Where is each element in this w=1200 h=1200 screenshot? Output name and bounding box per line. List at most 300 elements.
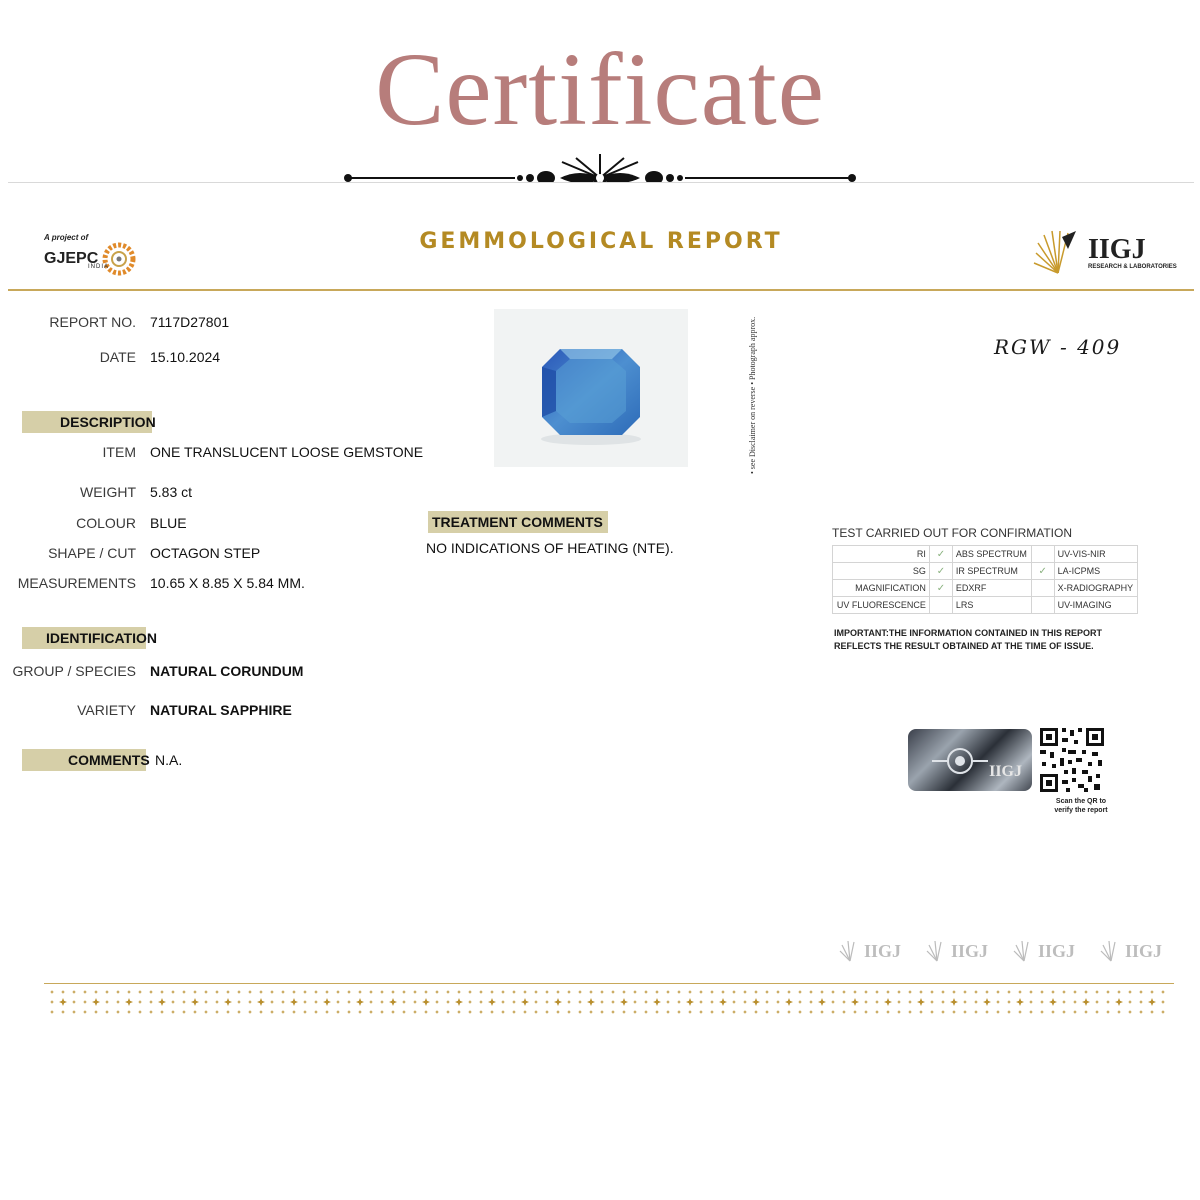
star-icon [611, 1010, 615, 1014]
star-icon [983, 998, 991, 1006]
hologram-text: IIGJ [989, 763, 1022, 780]
star-icon [1016, 998, 1024, 1006]
measurements-label: MEASUREMENTS [17, 575, 136, 591]
star-icon [600, 1000, 604, 1004]
measurements-value: 10.65 X 8.85 X 5.84 MM. [150, 575, 305, 591]
star-icon [435, 1010, 439, 1014]
star-icon [534, 1010, 538, 1014]
shape-label: SHAPE / CUT [48, 545, 136, 561]
footer-rule [44, 983, 1174, 984]
star-icon [809, 1000, 813, 1004]
star-icon [776, 1000, 780, 1004]
star-icon [567, 1000, 571, 1004]
star-icon [160, 1010, 164, 1014]
star-icon [1007, 990, 1011, 994]
star-icon [204, 1000, 208, 1004]
star-icon [468, 1000, 472, 1004]
star-icon [950, 998, 958, 1006]
star-icon [50, 1000, 54, 1004]
star-icon [587, 998, 595, 1006]
variety-value: NATURAL SAPPHIRE [150, 702, 292, 718]
star-icon [336, 990, 340, 994]
check-icon [929, 597, 952, 614]
star-icon [149, 1010, 153, 1014]
star-icon [303, 1000, 307, 1004]
star-icon [985, 990, 989, 994]
star-icon [479, 990, 483, 994]
star-icon [292, 1010, 296, 1014]
star-icon [446, 1010, 450, 1014]
test-name: UV-IMAGING [1054, 597, 1137, 614]
star-icon [92, 998, 100, 1006]
star-icon [402, 1010, 406, 1014]
qr-caption [1038, 797, 1124, 815]
star-icon [1018, 990, 1022, 994]
star-icon [259, 990, 263, 994]
star-icon [710, 990, 714, 994]
star-icon [193, 1010, 197, 1014]
star-icon [490, 1010, 494, 1014]
gjepc-country: INDIA [88, 264, 110, 270]
star-icon [391, 1010, 395, 1014]
star-icon [281, 1000, 285, 1004]
test-name: MAGNIFICATION [833, 580, 930, 597]
star-icon [61, 1010, 65, 1014]
iigj-starburst-icon [1032, 227, 1084, 279]
star-icon [578, 1010, 582, 1014]
star-icon [556, 1010, 560, 1014]
watermark-logo [1099, 939, 1162, 963]
star-icon [831, 1010, 835, 1014]
star-icon [1029, 990, 1033, 994]
star-icon [281, 990, 285, 994]
star-icon [875, 1010, 879, 1014]
star-icon [818, 998, 826, 1006]
item-value: ONE TRANSLUCENT LOOSE GEMSTONE [150, 444, 424, 460]
star-icon [336, 1010, 340, 1014]
star-icon [402, 1000, 406, 1004]
test-name: LRS [952, 597, 1031, 614]
star-icon [721, 990, 725, 994]
star-icon [380, 990, 384, 994]
star-icon [974, 1010, 978, 1014]
test-name: EDXRF [952, 580, 1031, 597]
star-icon [369, 1000, 373, 1004]
star-icon [776, 1010, 780, 1014]
important-label: IMPORTANT: [834, 628, 889, 638]
star-icon [765, 1010, 769, 1014]
star-icon [941, 1010, 945, 1014]
star-icon [809, 1010, 813, 1014]
star-icon [116, 1010, 120, 1014]
star-icon [1148, 998, 1156, 1006]
star-icon [611, 990, 615, 994]
star-icon [1073, 990, 1077, 994]
star-icon [666, 1000, 670, 1004]
star-icon [974, 1000, 978, 1004]
star-icon [105, 1010, 109, 1014]
star-icon [1073, 1000, 1077, 1004]
star-icon [644, 1010, 648, 1014]
identification-heading: IDENTIFICATION [22, 627, 146, 649]
star-icon [875, 1000, 879, 1004]
star-icon [534, 990, 538, 994]
star-icon [1117, 1010, 1121, 1014]
star-icon [501, 1000, 505, 1004]
star-icon [952, 990, 956, 994]
comments-heading: COMMENTS [22, 749, 146, 771]
star-icon [468, 1010, 472, 1014]
star-icon [743, 990, 747, 994]
star-icon [831, 1000, 835, 1004]
star-icon [545, 990, 549, 994]
qr-caption-line-1: Scan the QR to [1055, 798, 1107, 805]
star-icon [853, 1010, 857, 1014]
star-icon [59, 998, 67, 1006]
star-icon [941, 990, 945, 994]
handwritten-note: RGW - 409 [994, 335, 1122, 359]
star-icon [1106, 990, 1110, 994]
test-name: ABS SPECTRUM [952, 546, 1031, 563]
test-name: UV-VIS-NIR [1054, 546, 1137, 563]
iigj-name: IIGJ [1088, 234, 1146, 265]
star-icon [182, 990, 186, 994]
star-icon [941, 1000, 945, 1004]
star-icon [589, 990, 593, 994]
star-icon [666, 990, 670, 994]
star-icon [884, 998, 892, 1006]
watermark-logo [1012, 939, 1075, 963]
check-icon: ✓ [929, 580, 952, 597]
star-icon [105, 990, 109, 994]
star-icon [633, 1010, 637, 1014]
star-icon [963, 1010, 967, 1014]
star-icon [897, 1010, 901, 1014]
star-icon [193, 990, 197, 994]
check-icon [1031, 580, 1054, 597]
star-icon [1150, 1010, 1154, 1014]
footer-star-border [44, 987, 1174, 1019]
star-icon [1161, 1000, 1165, 1004]
star-icon [600, 990, 604, 994]
report-no-label: REPORT NO. [49, 314, 136, 330]
star-icon [1082, 998, 1090, 1006]
star-icon [996, 990, 1000, 994]
star-icon [50, 1010, 54, 1014]
star-icon [72, 1000, 76, 1004]
star-icon [204, 990, 208, 994]
test-row [833, 597, 1138, 614]
star-icon [347, 1000, 351, 1004]
test-name: UV FLUORESCENCE [833, 597, 930, 614]
star-icon [963, 990, 967, 994]
watermark-starburst-icon [925, 939, 949, 963]
star-icon [1007, 1000, 1011, 1004]
star-icon [61, 990, 65, 994]
star-icon [886, 990, 890, 994]
star-icon [358, 990, 362, 994]
group-value: NATURAL CORUNDUM [150, 663, 304, 679]
watermark-logo [925, 939, 988, 963]
star-icon [930, 1010, 934, 1014]
star-icon [270, 990, 274, 994]
star-icon [842, 1010, 846, 1014]
star-icon [160, 990, 164, 994]
star-icon [677, 990, 681, 994]
star-icon [215, 1010, 219, 1014]
star-icon [325, 1010, 329, 1014]
star-icon [72, 990, 76, 994]
watermark-text: IIGJ [1125, 940, 1163, 961]
star-icon [875, 990, 879, 994]
star-icon [653, 998, 661, 1006]
star-icon [1029, 1000, 1033, 1004]
star-icon [820, 1010, 824, 1014]
tests-table [832, 545, 1138, 614]
star-icon [578, 1000, 582, 1004]
star-icon [776, 990, 780, 994]
star-icon [699, 990, 703, 994]
check-icon: ✓ [929, 546, 952, 563]
star-icon [798, 1000, 802, 1004]
star-icon [457, 1010, 461, 1014]
star-icon [455, 998, 463, 1006]
star-icon [270, 1000, 274, 1004]
star-icon [578, 990, 582, 994]
star-icon [248, 990, 252, 994]
star-icon [897, 1000, 901, 1004]
star-icon [468, 990, 472, 994]
star-icon [257, 998, 265, 1006]
star-icon [732, 990, 736, 994]
star-icon [677, 1010, 681, 1014]
star-icon [743, 1000, 747, 1004]
star-icon [413, 1000, 417, 1004]
star-icon [1084, 1010, 1088, 1014]
iigj-logo [1032, 227, 1177, 279]
star-icon [1029, 1010, 1033, 1014]
star-icon [512, 1010, 516, 1014]
star-icon [402, 990, 406, 994]
gjepc-tagline: A project of [44, 233, 89, 242]
star-icon [930, 990, 934, 994]
star-icon [798, 990, 802, 994]
star-icon [721, 1010, 725, 1014]
watermark-text: IIGJ [1038, 940, 1076, 961]
star-icon [917, 998, 925, 1006]
test-name: IR SPECTRUM [952, 563, 1031, 580]
star-icon [125, 998, 133, 1006]
star-icon [897, 990, 901, 994]
star-icon [710, 1010, 714, 1014]
star-icon [622, 990, 626, 994]
star-icon [556, 990, 560, 994]
security-hologram [908, 729, 1032, 791]
star-icon [886, 1010, 890, 1014]
star-icon [1062, 990, 1066, 994]
star-icon [853, 990, 857, 994]
star-icon [633, 990, 637, 994]
star-icon [1040, 1000, 1044, 1004]
star-icon [754, 990, 758, 994]
star-icon [1161, 1010, 1165, 1014]
star-icon [1051, 1010, 1055, 1014]
certificate-heading: Certificate [375, 32, 825, 147]
star-icon [149, 990, 153, 994]
header-rule [8, 289, 1194, 291]
star-icon [1128, 1010, 1132, 1014]
qr-caption-line-2: verify the report [1054, 807, 1108, 814]
star-icon [380, 1000, 384, 1004]
star-icon [323, 998, 331, 1006]
star-icon [743, 1010, 747, 1014]
iigj-subtitle: RESEARCH & LABORATORIES [1088, 264, 1177, 270]
variety-label: VARIETY [77, 702, 136, 718]
star-icon [248, 1010, 252, 1014]
star-icon [1073, 1010, 1077, 1014]
report-title: GEMMOLOGICAL REPORT [419, 229, 783, 254]
test-row [833, 580, 1138, 597]
star-icon [567, 990, 571, 994]
star-icon [545, 1010, 549, 1014]
star-icon [1139, 1010, 1143, 1014]
star-icon [666, 1010, 670, 1014]
star-icon [191, 998, 199, 1006]
star-icon [622, 1010, 626, 1014]
star-icon [512, 1000, 516, 1004]
star-icon [620, 998, 628, 1006]
star-icon [94, 990, 98, 994]
star-icon [171, 990, 175, 994]
star-icon [435, 990, 439, 994]
star-icon [1150, 990, 1154, 994]
star-icon [158, 998, 166, 1006]
star-icon [1007, 1010, 1011, 1014]
verify-qr-code[interactable] [1038, 726, 1106, 794]
star-icon [521, 998, 529, 1006]
star-icon [1062, 1010, 1066, 1014]
star-icon [554, 998, 562, 1006]
star-icon [138, 990, 142, 994]
star-icon [1161, 990, 1165, 994]
star-icon [490, 990, 494, 994]
star-icon [138, 1000, 142, 1004]
star-icon [567, 1010, 571, 1014]
sapphire-image [494, 309, 688, 467]
star-icon [820, 990, 824, 994]
star-icon [1115, 998, 1123, 1006]
star-icon [719, 998, 727, 1006]
test-name: LA-ICPMS [1054, 563, 1137, 580]
star-icon [644, 1000, 648, 1004]
star-icon [171, 1000, 175, 1004]
important-text: THE INFORMATION CONTAINED IN THIS REPORT REFLECTS THE RESULT OBTAINED AT THE TIME OF ISSUE. [834, 628, 1102, 651]
star-icon [369, 1010, 373, 1014]
star-icon [1040, 1010, 1044, 1014]
star-icon [930, 1000, 934, 1004]
star-icon [204, 1010, 208, 1014]
star-icon [303, 990, 307, 994]
star-icon [1106, 1010, 1110, 1014]
star-icon [1018, 1010, 1022, 1014]
star-icon [94, 1010, 98, 1014]
star-icon [424, 990, 428, 994]
star-icon [996, 1010, 1000, 1014]
star-icon [314, 1000, 318, 1004]
star-icon [1106, 1000, 1110, 1004]
star-icon [237, 1000, 241, 1004]
star-icon [182, 1000, 186, 1004]
star-icon [787, 990, 791, 994]
star-icon [1095, 1000, 1099, 1004]
star-icon [435, 1000, 439, 1004]
star-icon [314, 1010, 318, 1014]
star-icon [985, 1010, 989, 1014]
star-icon [224, 998, 232, 1006]
star-icon [919, 1010, 923, 1014]
star-icon [446, 1000, 450, 1004]
star-icon [336, 1000, 340, 1004]
star-icon [116, 990, 120, 994]
description-heading: DESCRIPTION [22, 411, 152, 433]
star-icon [765, 1000, 769, 1004]
star-icon [488, 998, 496, 1006]
star-icon [1084, 990, 1088, 994]
star-icon [699, 1010, 703, 1014]
star-icon [290, 998, 298, 1006]
star-icon [765, 990, 769, 994]
star-icon [512, 990, 516, 994]
star-icon [391, 990, 395, 994]
star-icon [248, 1000, 252, 1004]
star-icon [237, 1010, 241, 1014]
star-icon [1095, 1010, 1099, 1014]
star-icon [501, 990, 505, 994]
star-icon [1062, 1000, 1066, 1004]
star-icon [974, 990, 978, 994]
star-icon [908, 1010, 912, 1014]
star-icon [83, 990, 87, 994]
star-icon [842, 1000, 846, 1004]
star-icon [413, 990, 417, 994]
test-name: X-RADIOGRAPHY [1054, 580, 1137, 597]
star-icon [413, 1010, 417, 1014]
star-icon [1117, 990, 1121, 994]
date-label: DATE [99, 349, 136, 365]
star-icon [1128, 1000, 1132, 1004]
star-icon [831, 990, 835, 994]
photo-disclaimer: • see Disclaimer on reverse • Photograph approx. [748, 316, 757, 474]
star-icon [215, 990, 219, 994]
star-icon [138, 1010, 142, 1014]
star-icon [171, 1010, 175, 1014]
star-icon [688, 990, 692, 994]
star-icon [523, 990, 527, 994]
star-icon [105, 1000, 109, 1004]
watermark-row [838, 939, 1162, 963]
important-note [834, 627, 1124, 653]
star-icon [72, 1010, 76, 1014]
star-icon [259, 1010, 263, 1014]
star-icon [655, 1010, 659, 1014]
star-icon [1139, 1000, 1143, 1004]
star-icon [809, 990, 813, 994]
star-icon [732, 1000, 736, 1004]
star-icon [127, 990, 131, 994]
star-icon [424, 1010, 428, 1014]
star-icon [864, 1010, 868, 1014]
star-icon [270, 1010, 274, 1014]
